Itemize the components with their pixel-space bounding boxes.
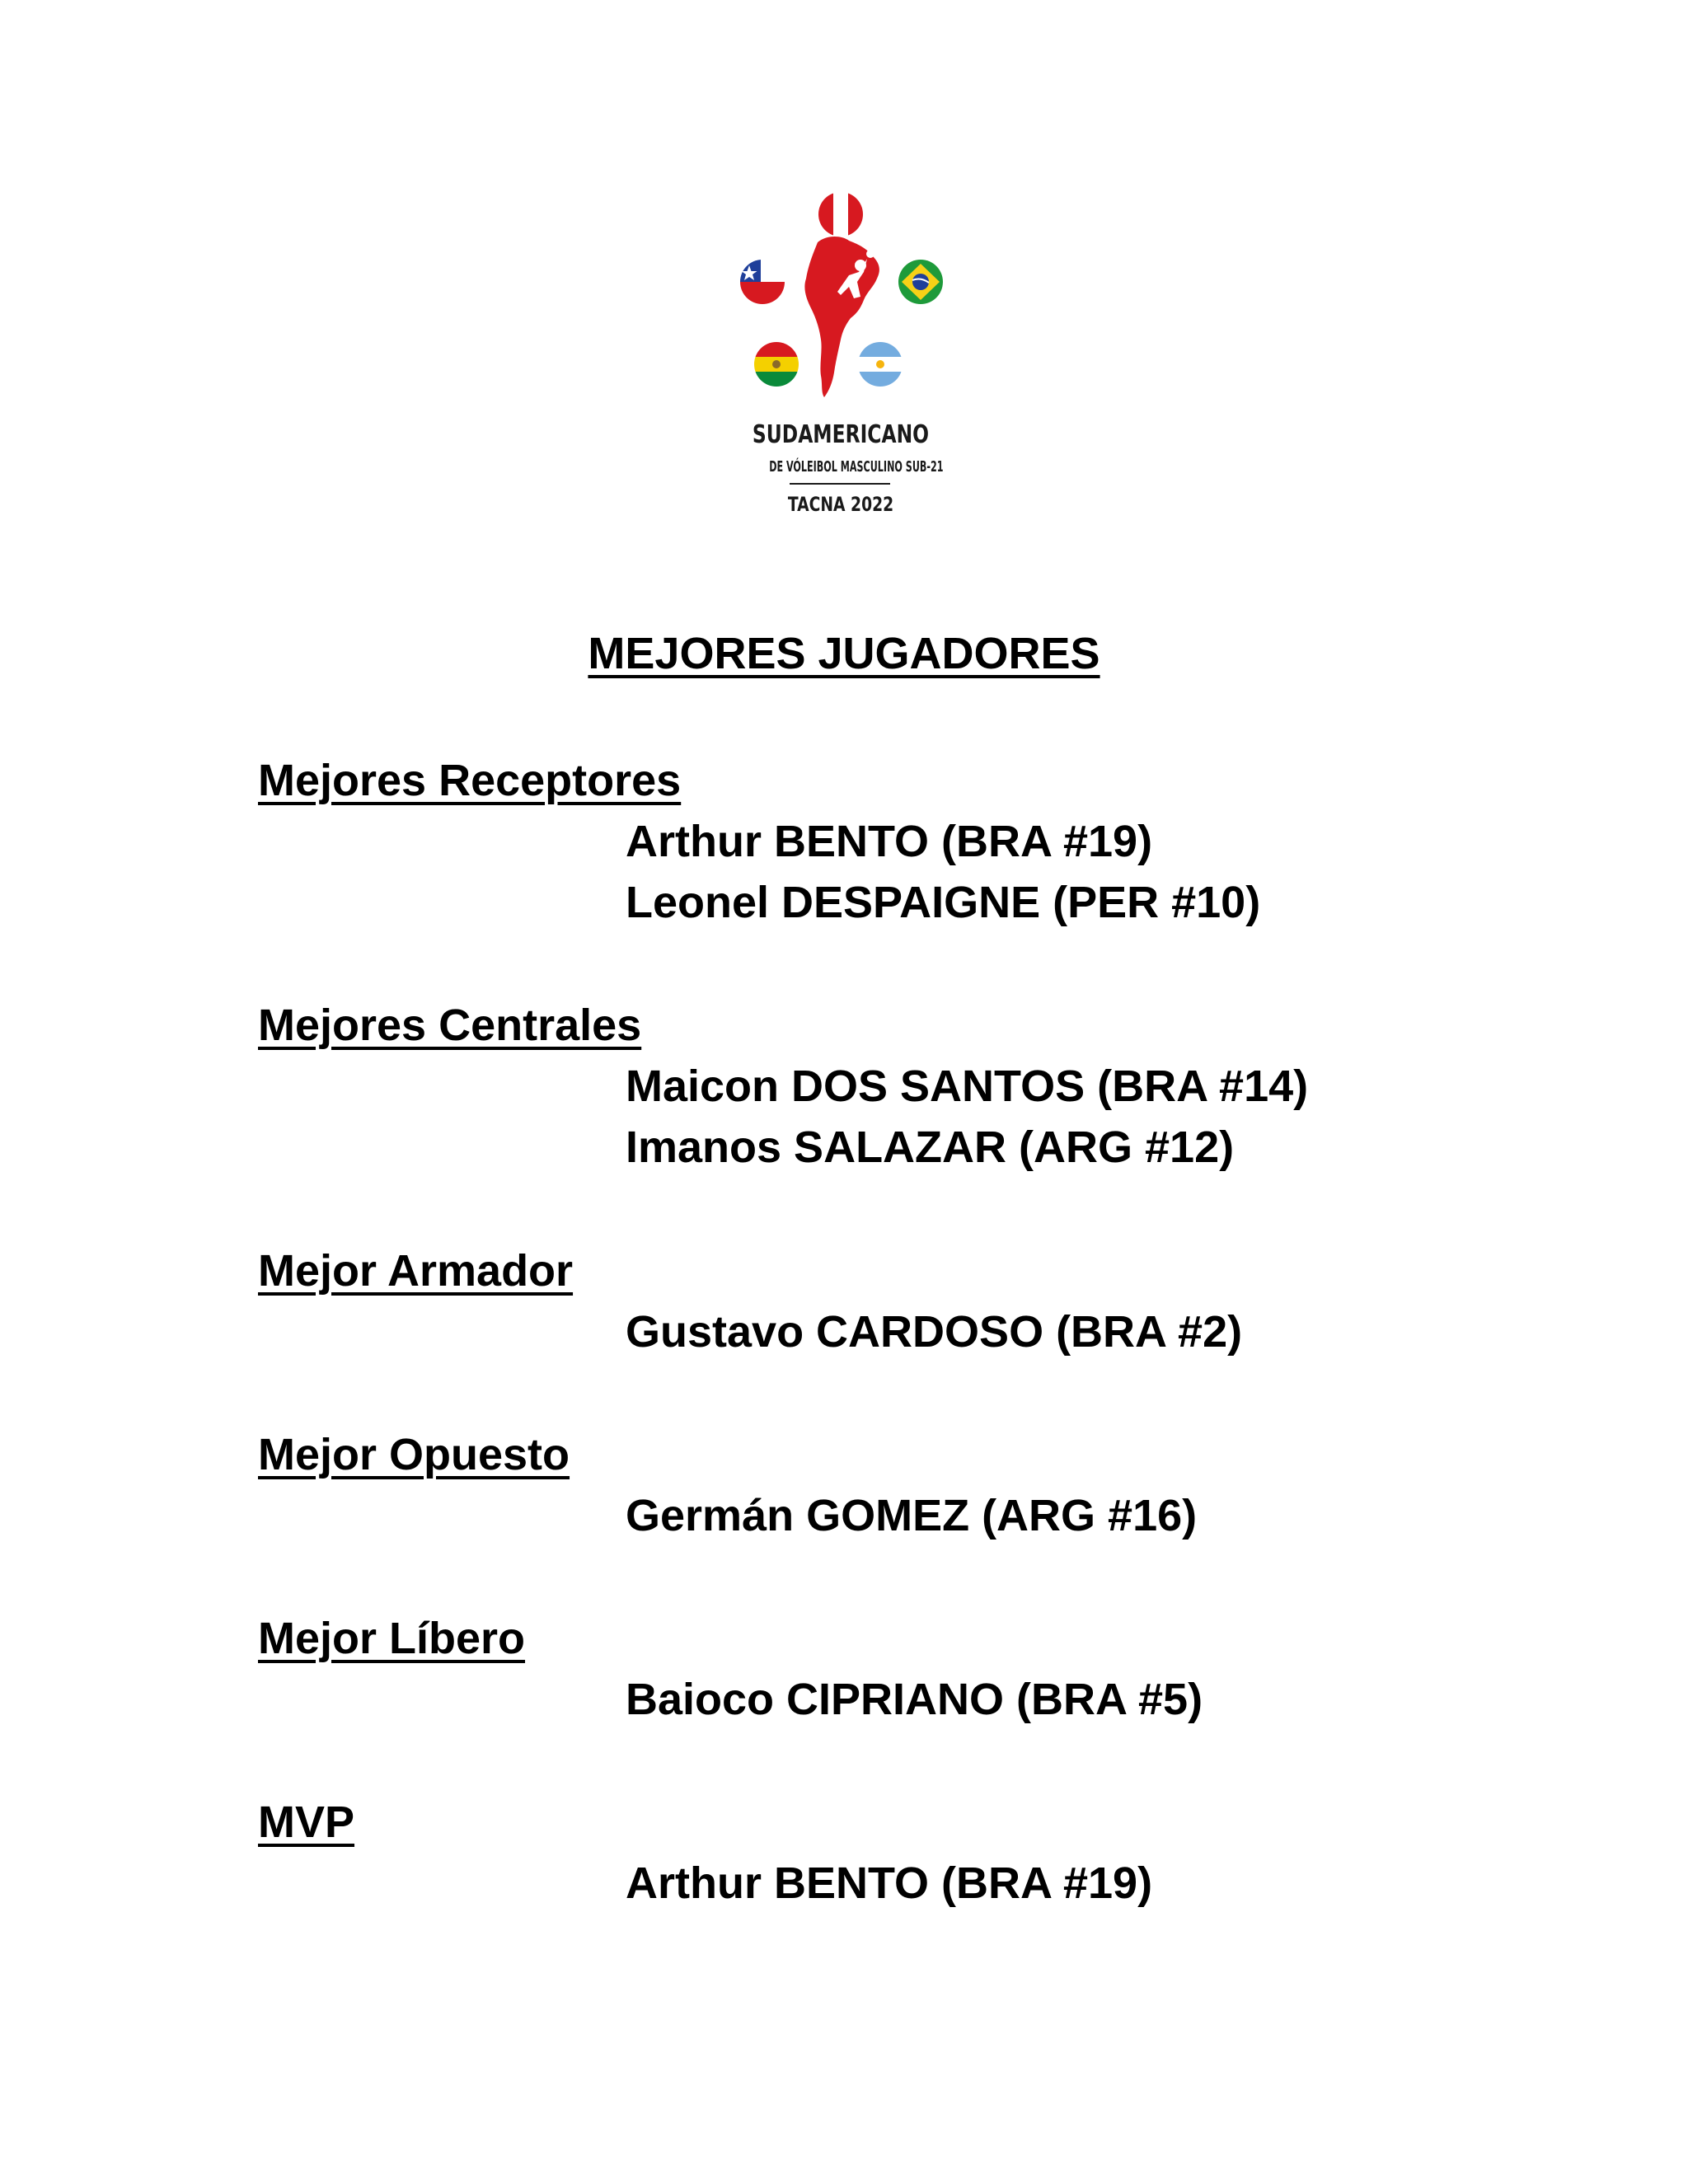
player-entry: Baioco CIPRIANO (BRA #5) (626, 1675, 1203, 1724)
logo-year: TACNA 2022 (787, 493, 894, 516)
chile-flag-icon (738, 259, 787, 307)
logo-divider (790, 483, 890, 485)
player-entry: Gustavo CARDOSO (BRA #2) (626, 1307, 1243, 1357)
bolivia-flag-icon (750, 341, 803, 388)
player-entry: Germán GOMEZ (ARG #16) (626, 1491, 1198, 1540)
peru-flag-icon (816, 190, 865, 239)
section-heading: Mejor Armador (258, 1246, 574, 1296)
document-title (0, 628, 1688, 679)
logo-emblem (725, 190, 956, 412)
tournament-logo (725, 190, 956, 536)
logo-title: SUDAMERICANO (752, 420, 930, 449)
player-entry: Maicon DOS SANTOS (BRA #14) (626, 1062, 1309, 1111)
section-heading: MVP (258, 1797, 355, 1847)
section-centrales (258, 995, 1494, 1178)
player-entry: Imanos SALAZAR (ARG #12) (626, 1122, 1235, 1172)
section-opuesto (258, 1424, 1494, 1546)
section-armador (258, 1240, 1494, 1362)
document-title-text: MEJORES JUGADORES (588, 629, 1100, 678)
argentina-flag-icon (856, 341, 908, 388)
section-libero (258, 1608, 1494, 1730)
section-heading: Mejores Receptores (258, 756, 682, 805)
player-entry: Leonel DESPAIGNE (PER #10) (626, 878, 1261, 927)
section-heading: Mejores Centrales (258, 1001, 642, 1050)
player-entry: Arthur BENTO (BRA #19) (626, 817, 1153, 866)
section-mvp (258, 1792, 1494, 1914)
section-heading: Mejor Opuesto (258, 1430, 570, 1479)
logo-subtitle: DE VÓLEIBOL MASCULINO SUB-21 (769, 458, 944, 476)
section-receptores (258, 750, 1494, 933)
brazil-flag-icon (898, 260, 943, 304)
section-heading: Mejor Líbero (258, 1614, 526, 1663)
player-entry: Arthur BENTO (BRA #19) (626, 1858, 1153, 1908)
